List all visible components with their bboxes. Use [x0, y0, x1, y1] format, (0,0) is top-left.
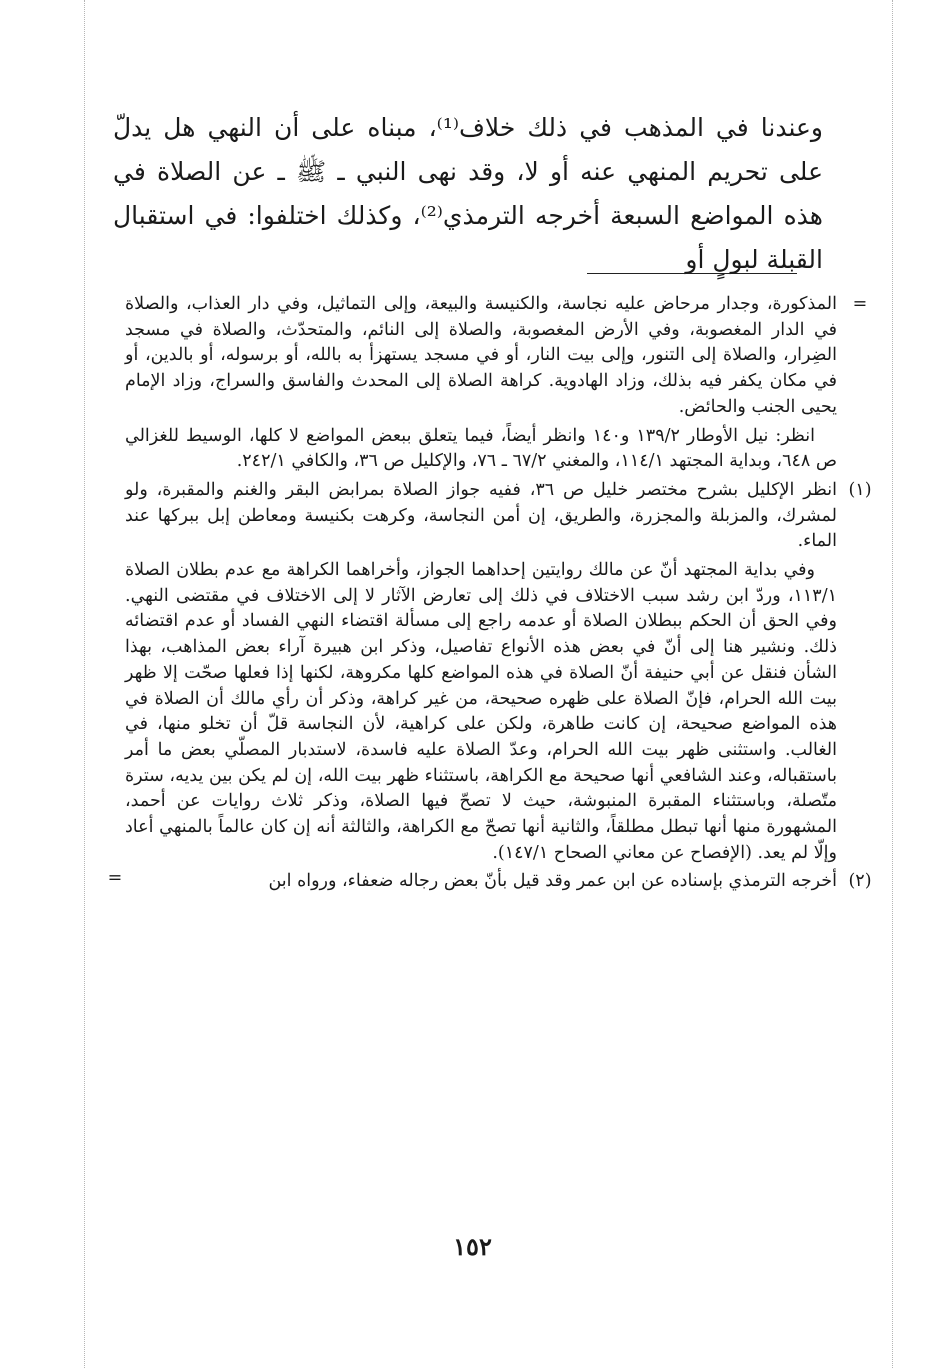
- scan-edge-right: [892, 0, 893, 1368]
- main-text-block: [113, 106, 823, 282]
- footnote-2-marker: (٢): [848, 871, 872, 892]
- footnote-2: [107, 868, 872, 895]
- footnotes-block: [107, 292, 872, 898]
- footnote-2-continues-marker: =: [107, 868, 123, 889]
- footnote-1-paragraph-1: انظر الإكليل بشرح مختصر خليل ص ٣٦، ففيه جواز الصلاة بمرابض البقر والغنم والمقبرة، ولو لمشرك، والمزبلة والمجزرة، والطريق، إن أمن النجاسة، وكرهت بكنيسة ومعاطن إبل ببركها عند الماء.: [125, 479, 837, 552]
- footnote-continued-paragraph-2: انظر: نيل الأوطار ١٣٩/٢ و١٤٠ وانظر أيضاً، فيما يتعلق ببعض المواضع لا كلها، الوسيط للغزالي ص ٦٤٨، وبداية المجتهد ١١٤/١، والمغني ٦٧/٢ ـ ٧٦، والإكليل ص ٣٦، والكافي ٢٤٢/١.: [125, 425, 837, 472]
- footnote-1-marker: (١): [848, 479, 872, 500]
- footnote-continued: [125, 292, 868, 475]
- footnote-separator: [587, 273, 797, 274]
- footnote-continued-paragraph-1: المذكورة، وجدار مرحاض عليه نجاسة، والكنيسة والبيعة، وإلى التماثيل، وفي دار العذاب، والصلاة في الدار المغصوبة، وفي الأرض المغصوبة، والصلاة إلى النائم، والمتحدّث، والصلاة في مسجد الضِرار، والصلاة إلى التنور، وإلى بيت النار، أو في مسجد يستهزأ به بالله، أو برسوله، أو بالدين، أو في مكان يكفر فيه بذلك، وزاد الهادوية. كراهة الصلاة إلى المحدث والفاسق والسراج، وزاد الإمام يحيى الجنب والحائض.: [125, 294, 837, 417]
- page-number: ١٥٢: [453, 1232, 492, 1261]
- main-paragraph: وعندنا في المذهب في ذلك خلاف⁽¹⁾، مبناه على أن النهي هل يدلّ على تحريم المنهي عنه أو لا، وقد نهى النبي ـ ﷺ ـ عن الصلاة في هذه المواضع السبعة أخرجه الترمذي⁽²⁾، وكذلك اختلفوا: في استقبال القبلة لبولٍ أو: [113, 113, 823, 274]
- footnote-2-paragraph: أخرجه الترمذي بإسناده عن ابن عمر وقد قيل بأنّ بعض رجاله ضعفاء، ورواه ابن: [268, 871, 837, 892]
- footnote-1: [125, 478, 872, 867]
- footnote-continuation-marker: =: [852, 294, 868, 314]
- scan-edge-left: [84, 0, 85, 1368]
- footnote-1-paragraph-2: وفي بداية المجتهد أنّ عن مالك روايتين إحداهما الجواز، وأخراهما الكراهة مع عدم بطلان الصلاة ١١٣/١، وردّ ابن رشد سبب الاختلاف في ذلك إلى تعارض الآثار لا إلى الاختلاف في مقتضى النهي. وفي الحق أن الحكم ببطلان الصلاة أو عدمه راجع إلى مسألة اقتضاء النهي الفساد أو عدم اقتضائه ذلك. ونشير هنا إلى أنّ في بعض هذه الأنواع تفاصيل، وذكر ابن هبيرة آراء بعض المذاهب، بهذا الشأن فنقل عن أبي حنيفة أنّ الصلاة في هذه المواضع كلها مكروهة، لكنها إذا فعلها صحّت إلا ظهر بيت الله الحرام، فإنّ الصلاة على ظهره صحيحة، من غير كراهة، وذكر أن رأي مالك أن الصلاة في هذه المواضع صحيحة، إن كانت طاهرة، ولكن على كراهية، لأن النجاسة قلّ أن تخلو منها، في الغالب. واستثنى ظهر بيت الله الحرام، وعدّ الصلاة عليه فاسدة، لاستدبار المصلّي بعض ما أمر باستقباله، وعند الشافعي أنها صحيحة مع الكراهة، باستثناء ظهر بيت الله، إن لم يكن بين يديه، سترة متّصلة، وباستثناء المقبرة المنبوشة، حيث لا تصحّ فيها الصلاة، وذكر ثلاث روايات عن أحمد، المشهورة منها أنها تبطل مطلقاً، والثانية أنها تصحّ مع الكراهة، والثالثة أنه إن كان عالماً بالمنهي أعاد وإلّا لم يعد. (الإفصاح عن معاني الصحاح ١٤٧/١).: [125, 560, 837, 863]
